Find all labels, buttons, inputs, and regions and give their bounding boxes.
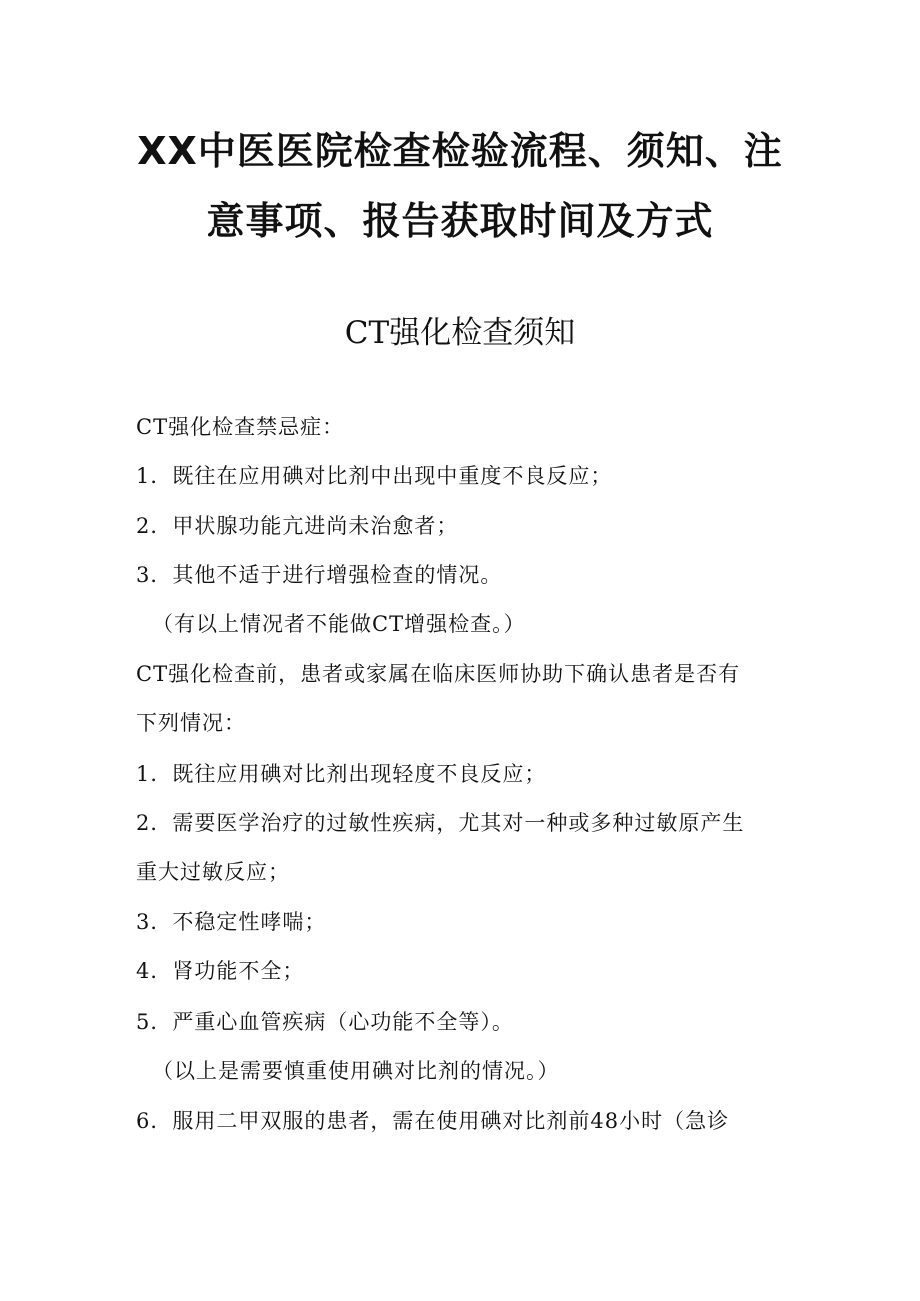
contraindications-heading: CT强化检查禁忌症： <box>136 415 345 439</box>
section-title: CT强化检查须知 <box>344 315 576 351</box>
document-title-line-2: 意事项、报告获取时间及方式 <box>206 199 714 243</box>
paragraph-line: 6．服用二甲双服的患者，需在使用碘对比剂前48小时（急诊 <box>136 1109 730 1133</box>
paragraph-line: 2．需要医学治疗的过敏性疾病，尤其对一种或多种过敏原产生 <box>136 811 745 835</box>
paragraph-line: 2．甲状腺功能亢进尚未治愈者； <box>136 514 459 538</box>
document-title-line-1: XX中医医院检查检验流程、须知、注 <box>137 129 783 173</box>
paragraph-line: CT强化检查前，患者或家属在临床医师协助下确认患者是否有 <box>136 662 741 686</box>
paragraph-line: 1．既往在应用碘对比剂中出现中重度不良反应； <box>136 464 613 488</box>
paragraph-line: 5．严重心血管疾病（心功能不全等）。 <box>136 1010 514 1034</box>
paragraph-note: （有以上情况者不能做CT增强检查。） <box>152 612 526 636</box>
paragraph-note: （以上是需要慎重使用碘对比剂的情况。） <box>152 1059 560 1083</box>
paragraph-line: 4．肾功能不全； <box>136 959 305 983</box>
paragraph-line: 3．其他不适于进行增强检查的情况。 <box>136 563 503 587</box>
paragraph-line: 1．既往应用碘对比剂出现轻度不良反应； <box>136 762 547 786</box>
paragraph-line: 3．不稳定性哮喘； <box>136 910 327 934</box>
paragraph-line: 重大过敏反应； <box>136 860 290 884</box>
paragraph-line: 下列情况： <box>136 711 246 735</box>
